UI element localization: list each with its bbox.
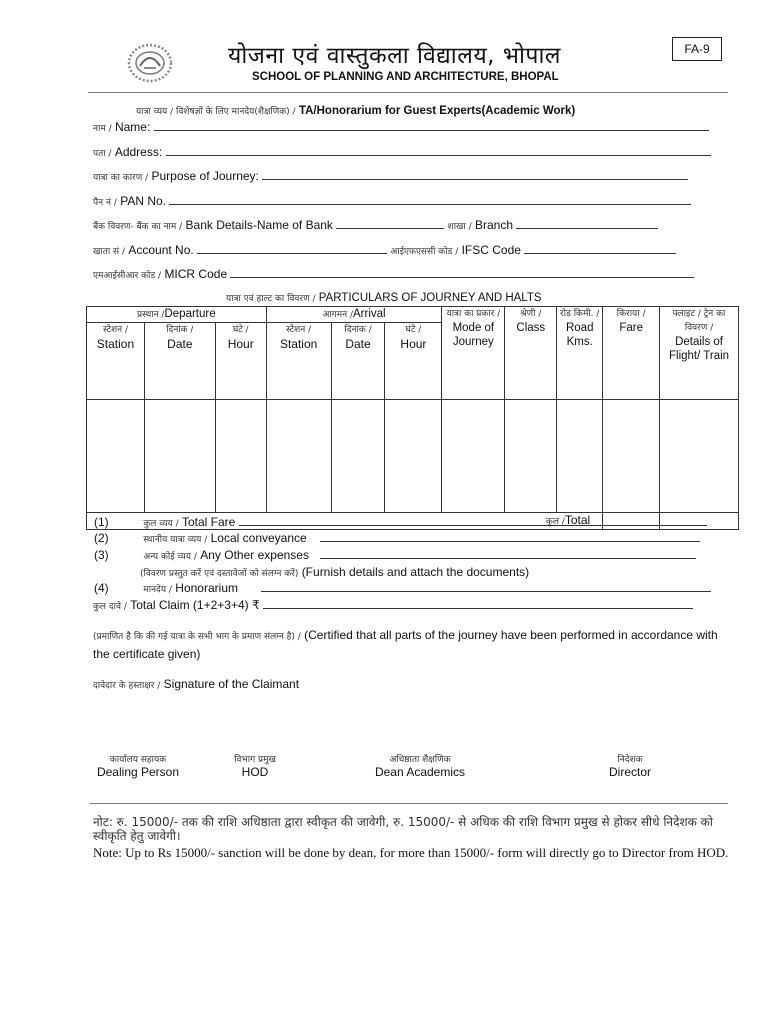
micr-input-line[interactable]	[230, 267, 694, 278]
total-label: कुल /Total	[87, 513, 603, 530]
address-field: पता / Address:	[93, 145, 711, 159]
micr-field: एमआईसीआर कोड / MICR Code	[93, 267, 694, 281]
arr-station-header: स्टेशन / Station	[266, 323, 331, 400]
branch-input-line[interactable]	[516, 218, 658, 229]
honorarium-input-line[interactable]	[261, 581, 711, 592]
local-conveyance-input-line[interactable]	[320, 531, 700, 542]
bank-name-input-line[interactable]	[336, 218, 444, 229]
table-group-header	[87, 307, 739, 323]
signatory-director: निदेशक Director	[608, 755, 651, 779]
flight-train-header: फ्लाइट / ट्रेन का विवरण / Details of Flight/ Train	[660, 307, 739, 400]
account-input-line[interactable]	[197, 243, 387, 254]
note-hindi: नोट: रु. 15000/- तक की राशि अधिष्ठाता द्वारा स्वीकृत की जावेगी, रु. 15000/- से अधिक की राशि विभाग प्रमुख से होकर सीधे निदेशक को स्वीकृति हेतु जावेगी।	[93, 815, 713, 843]
mode-header: यात्रा का प्रकार / Mode of Journey	[442, 307, 505, 400]
claim-total-fare: (1) कुल व्यय / Total Fare	[94, 515, 707, 529]
form-code-box: FA-9	[672, 37, 722, 61]
other-expenses-input-line[interactable]	[320, 548, 696, 559]
pan-input-line[interactable]	[169, 194, 691, 205]
table-entry-row[interactable]	[87, 400, 739, 513]
name-field: नाम / Name:	[93, 120, 709, 134]
total-claim-input-line[interactable]	[263, 598, 693, 609]
arr-hour-header: घंटे / Hour	[385, 323, 442, 400]
total-fare-input-line[interactable]	[239, 515, 707, 526]
dep-date-header: दिनांक / Date	[144, 323, 215, 400]
institute-logo	[126, 42, 174, 84]
dep-station-header: स्टेशन / Station	[87, 323, 145, 400]
total-claim: कुल दावे / Total Claim (1+2+3+4) ₹	[93, 598, 693, 612]
class-header: श्रेणी / Class	[505, 307, 557, 400]
claim-local-conveyance: (2) स्थानीय यात्रा व्यय / Local conveyance	[94, 531, 700, 545]
dep-hour-header: घंटे / Hour	[215, 323, 266, 400]
signatory-hod: विभाग प्रमुख HOD	[234, 755, 276, 779]
signatory-dealing-person: कार्यालय सहायक Dealing Person	[96, 755, 180, 779]
road-kms-header: रोड किमी. / Road Kms.	[557, 307, 603, 400]
purpose-field: यात्रा का कारण / Purpose of Journey:	[93, 169, 688, 183]
bank-field: बैंक विवरण- बैंक का नाम / Bank Details-Name of Bank शाखा / Branch	[93, 218, 658, 232]
certification-text: (प्रमाणित है कि की गई यात्रा के सभी भाग के प्रमाण संलग्न है) / (Certified that all parts of the journey have been performed in accordance with the certificate given)	[93, 628, 718, 661]
institute-title-english: SCHOOL OF PLANNING AND ARCHITECTURE, BHOPAL	[252, 71, 559, 83]
account-field: खाता सं / Account No. आईएफएससी कोड / IFSC Code	[93, 243, 676, 257]
journey-table	[86, 306, 739, 530]
note-english: Note: Up to Rs 15000/- sanction will be done by dean, for more than 15000/- form will directly go to Director from HOD.	[93, 845, 729, 860]
form-title: यात्रा व्यय / विशेषज्ञों के लिए मानदेय(शैक्षणिक) / TA/Honorarium for Guest Experts(Academic Work)	[136, 105, 576, 117]
signatory-dean: अधिष्ठाता शैक्षणिक Dean Academics	[374, 755, 466, 779]
pan-field: पैन नं / PAN No.	[93, 194, 691, 208]
name-input-line[interactable]	[154, 120, 709, 131]
arrival-group-header: आगमन /Arrival	[266, 307, 442, 323]
institute-title-hindi: योजना एवं वास्तुकला विद्यालय, भोपाल	[228, 43, 562, 69]
claimant-signature-label: दावेदार के हस्ताक्षर / Signature of the Claimant	[93, 677, 300, 691]
claim-other-expenses: (3) अन्य कोई व्यय / Any Other expenses	[94, 548, 696, 562]
address-input-line[interactable]	[166, 145, 711, 156]
claim-honorarium: (4) मानदेय / Honorarium	[94, 581, 711, 595]
departure-group-header: प्रस्थान /Departure	[87, 307, 267, 323]
furnish-details-note: (विवरण प्रस्तुत करें एवं दस्तावेजों को संलग्न करें) (Furnish details and attach the documents)	[140, 565, 530, 579]
ifsc-input-line[interactable]	[524, 243, 676, 254]
fare-header: किराया / Fare	[603, 307, 660, 400]
journey-section-title: यात्रा एवं हाल्ट का विवरण / PARTICULARS OF JOURNEY AND HALTS	[226, 292, 542, 304]
arr-date-header: दिनांक / Date	[331, 323, 385, 400]
header-rule	[88, 92, 728, 93]
footer-rule	[90, 803, 728, 804]
purpose-input-line[interactable]	[262, 169, 688, 180]
